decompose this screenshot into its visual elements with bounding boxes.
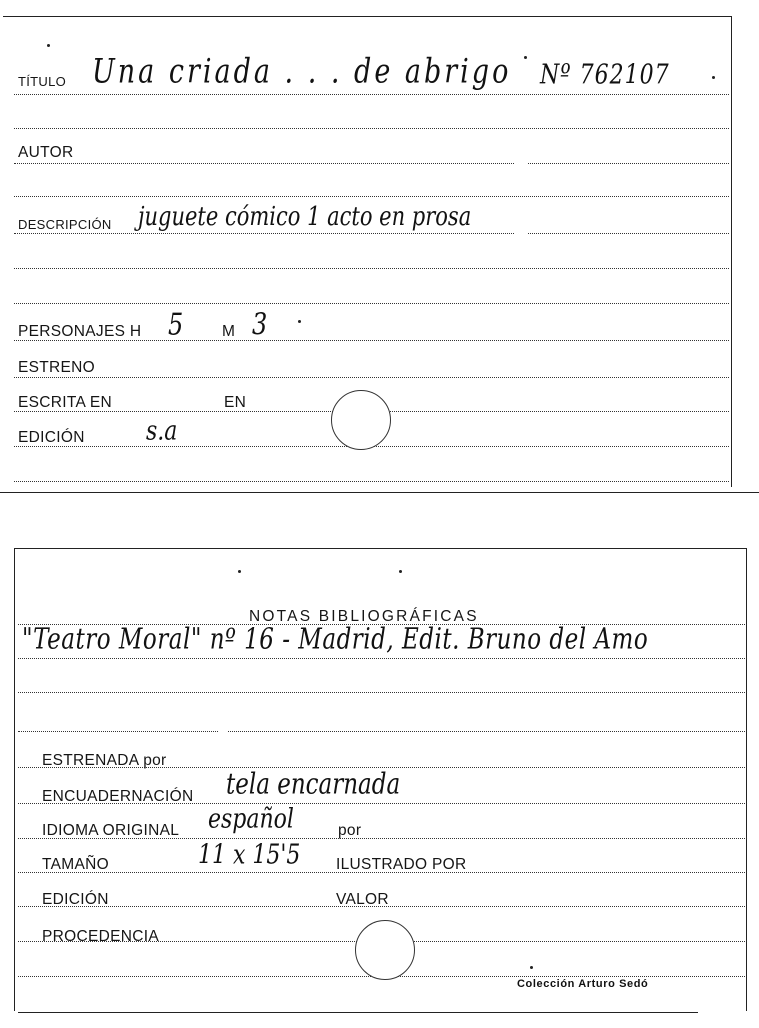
idioma-value: español <box>208 803 294 835</box>
personajes-label: PERSONAJES H <box>18 323 142 340</box>
rule-line <box>14 94 729 95</box>
ink-speck <box>238 570 241 573</box>
personajes-m-value: 3 <box>252 307 268 342</box>
tamano-label: TAMAÑO <box>42 856 109 873</box>
notas-heading: NOTAS BIBLIOGRÁFICAS <box>249 608 479 625</box>
descripcion-label: DESCRIPCIÓN <box>18 217 112 232</box>
punch-hole <box>355 920 415 980</box>
descripcion-value: juguete cómico 1 acto en prosa <box>138 201 472 231</box>
estrenada-label: ESTRENADA por <box>42 752 167 769</box>
rule-line <box>18 731 218 732</box>
encuadernacion-label: ENCUADERNACIÓN <box>42 788 194 805</box>
personajes-m-label: M <box>222 323 236 340</box>
autor-label: AUTOR <box>18 144 74 161</box>
rule-line <box>14 128 729 129</box>
procedencia-label: PROCEDENCIA <box>42 928 159 945</box>
rule-line <box>18 692 745 693</box>
rule-line <box>528 163 729 164</box>
ink-speck <box>298 320 301 323</box>
ink-speck <box>47 44 50 47</box>
edicion-value: s.a <box>146 415 178 447</box>
idioma-por-label: por <box>338 822 362 839</box>
encuadernacion-value: tela encarnada <box>226 768 401 801</box>
rule-line <box>14 303 729 304</box>
titulo-label: TÍTULO <box>18 74 67 89</box>
edicion-label: EDICIÓN <box>18 429 85 446</box>
rule-line <box>14 196 729 197</box>
ilustrado-label: ILUSTRADO POR <box>336 856 467 873</box>
rule-line <box>228 731 745 732</box>
ink-speck <box>399 570 402 573</box>
escrita-en-label: ESCRITA EN <box>18 394 113 411</box>
ink-speck <box>524 56 527 59</box>
collection-credit: Colección Arturo Sedó <box>517 978 649 990</box>
cut-line <box>18 1012 698 1013</box>
rule-line <box>18 658 745 659</box>
estreno-label: ESTRENO <box>18 359 96 376</box>
rule-line <box>14 233 514 234</box>
rule-line <box>14 268 729 269</box>
edicion2-label: EDICIÓN <box>42 891 109 908</box>
rule-line <box>14 163 514 164</box>
rule-line <box>14 481 729 482</box>
catalog-number: Nº 762107 <box>540 59 670 91</box>
punch-hole <box>331 390 391 450</box>
idioma-label: IDIOMA ORIGINAL <box>42 822 180 839</box>
cut-line <box>0 492 759 493</box>
valor-label: VALOR <box>336 891 389 908</box>
rule-line <box>528 233 729 234</box>
ink-speck <box>712 76 715 79</box>
personajes-h-value: 5 <box>168 307 184 342</box>
notas-value: "Teatro Moral" nº 16 - Madrid, Edit. Bruno del Amo <box>22 623 649 656</box>
ink-speck <box>530 966 533 969</box>
titulo-value: Una criada . . . de abrigo <box>92 52 512 91</box>
tamano-value: 11 x 15'5 <box>198 839 301 871</box>
rule-line <box>14 377 729 378</box>
escrita-en-en-label: EN <box>224 394 247 411</box>
